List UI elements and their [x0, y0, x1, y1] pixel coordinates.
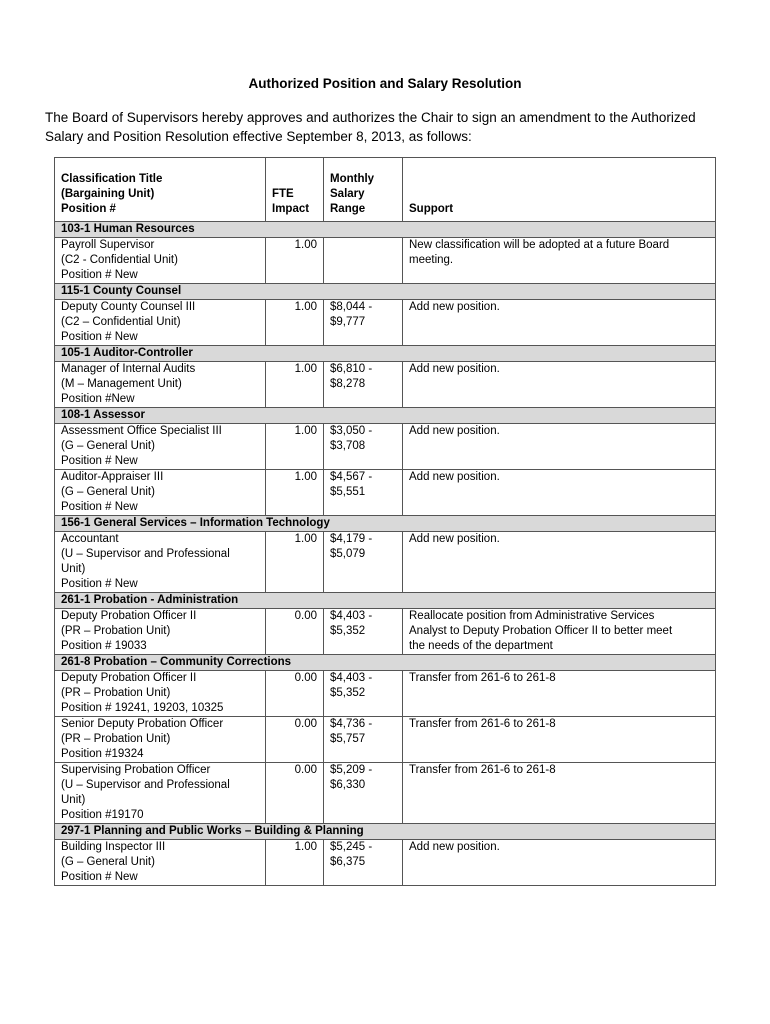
section-header-row — [55, 284, 716, 300]
support-line: Transfer from 261-6 to 261-8 — [409, 718, 556, 730]
classification-line: Deputy County Counsel III — [61, 301, 196, 313]
salary-cell — [324, 609, 403, 655]
fte-cell: 1.00 — [266, 532, 324, 593]
salary-line: $6,375 — [330, 856, 366, 868]
salary-line: $5,245 - — [330, 841, 373, 853]
support-line: Add new position. — [409, 471, 500, 483]
support-cell — [403, 238, 716, 284]
header-line: Position # — [61, 203, 116, 215]
classification-cell — [55, 671, 266, 717]
classification-line: (PR – Probation Unit) — [61, 733, 171, 745]
classification-cell — [55, 300, 266, 346]
classification-line: Position # New — [61, 269, 138, 281]
support-cell — [403, 840, 716, 886]
section-title: 297-1 Planning and Public Works – Building & Planning — [55, 824, 716, 840]
section-title: 108-1 Assessor — [55, 408, 716, 424]
support-cell — [403, 470, 716, 516]
classification-line: (C2 – Confidential Unit) — [61, 316, 181, 328]
classification-line: Position #New — [61, 393, 135, 405]
section-header-row — [55, 655, 716, 671]
header-support — [403, 158, 716, 222]
section-header-row — [55, 593, 716, 609]
header-line: FTE — [272, 188, 294, 200]
classification-line: (G – General Unit) — [61, 856, 155, 868]
header-line: (Bargaining Unit) — [61, 188, 155, 200]
section-header-row — [55, 346, 716, 362]
classification-line: Position # New — [61, 455, 138, 467]
salary-line: $5,079 — [330, 548, 366, 560]
position-row — [55, 470, 716, 516]
position-salary-table — [54, 157, 716, 886]
classification-cell — [55, 840, 266, 886]
salary-cell — [324, 470, 403, 516]
classification-line: Senior Deputy Probation Officer — [61, 718, 224, 730]
support-cell — [403, 300, 716, 346]
section-title: 261-1 Probation - Administration — [55, 593, 716, 609]
support-line: Transfer from 261-6 to 261-8 — [409, 764, 556, 776]
salary-line: $4,736 - — [330, 718, 373, 730]
salary-line: $9,777 — [330, 316, 366, 328]
support-cell — [403, 424, 716, 470]
support-line: New classification will be adopted at a future Board — [409, 239, 670, 251]
support-cell — [403, 717, 716, 763]
header-salary — [324, 158, 403, 222]
support-line: Add new position. — [409, 533, 500, 545]
support-line: Add new position. — [409, 841, 500, 853]
classification-cell — [55, 609, 266, 655]
section-title: 103-1 Human Resources — [55, 222, 716, 238]
classification-cell — [55, 470, 266, 516]
salary-cell — [324, 840, 403, 886]
section-header-row — [55, 222, 716, 238]
fte-cell: 1.00 — [266, 424, 324, 470]
classification-line: Building Inspector III — [61, 841, 166, 853]
position-row — [55, 717, 716, 763]
support-cell — [403, 609, 716, 655]
classification-line: Assessment Office Specialist III — [61, 425, 222, 437]
fte-cell: 0.00 — [266, 763, 324, 824]
salary-line: $5,757 — [330, 733, 366, 745]
salary-cell — [324, 424, 403, 470]
fte-cell: 1.00 — [266, 840, 324, 886]
classification-line: Deputy Probation Officer II — [61, 672, 197, 684]
header-line: Monthly — [330, 173, 375, 185]
header-line: Range — [330, 203, 366, 215]
salary-line: $5,352 — [330, 687, 366, 699]
section-title: 156-1 General Services – Information Technology — [55, 516, 716, 532]
classification-line: (U – Supervisor and Professional — [61, 779, 230, 791]
classification-line: Position # New — [61, 578, 138, 590]
support-line: Add new position. — [409, 425, 500, 437]
support-line: Analyst to Deputy Probation Officer II to better meet — [409, 625, 673, 637]
classification-line: (C2 - Confidential Unit) — [61, 254, 178, 266]
classification-line: Position # New — [61, 331, 138, 343]
position-row — [55, 424, 716, 470]
classification-line: (G – General Unit) — [61, 486, 155, 498]
section-title: 261-8 Probation – Community Corrections — [55, 655, 716, 671]
classification-line: Deputy Probation Officer II — [61, 610, 197, 622]
fte-cell: 0.00 — [266, 671, 324, 717]
classification-line: (G – General Unit) — [61, 440, 155, 452]
salary-cell — [324, 532, 403, 593]
position-row — [55, 840, 716, 886]
fte-cell: 1.00 — [266, 238, 324, 284]
section-header-row — [55, 824, 716, 840]
support-line: Add new position. — [409, 363, 500, 375]
salary-cell — [324, 763, 403, 824]
section-title: 105-1 Auditor-Controller — [55, 346, 716, 362]
salary-line: $8,278 — [330, 378, 366, 390]
header-line: Impact — [272, 203, 310, 215]
salary-line: $4,403 - — [330, 672, 373, 684]
fte-cell: 0.00 — [266, 717, 324, 763]
position-row — [55, 763, 716, 824]
fte-cell: 1.00 — [266, 300, 324, 346]
position-row — [55, 671, 716, 717]
classification-line: (PR – Probation Unit) — [61, 625, 171, 637]
salary-line: $3,050 - — [330, 425, 373, 437]
classification-cell — [55, 238, 266, 284]
position-row — [55, 532, 716, 593]
classification-cell — [55, 532, 266, 593]
classification-line: Payroll Supervisor — [61, 239, 155, 251]
classification-line: Position # 19033 — [61, 640, 147, 652]
classification-line: Position # 19241, 19203, 10325 — [61, 702, 224, 714]
header-line: Salary — [330, 188, 365, 200]
support-cell — [403, 671, 716, 717]
classification-cell — [55, 424, 266, 470]
support-line: Transfer from 261-6 to 261-8 — [409, 672, 556, 684]
classification-line: Position # New — [61, 501, 138, 513]
classification-line: Unit) — [61, 794, 86, 806]
classification-line: Position #19170 — [61, 809, 144, 821]
position-row — [55, 300, 716, 346]
salary-line: $4,403 - — [330, 610, 373, 622]
header-line: Support — [409, 203, 454, 215]
header-classification — [55, 158, 266, 222]
support-cell — [403, 763, 716, 824]
salary-line: $8,044 - — [330, 301, 373, 313]
salary-line: $4,567 - — [330, 471, 373, 483]
salary-line: $4,179 - — [330, 533, 373, 545]
classification-line: Position # New — [61, 871, 138, 883]
position-row — [55, 362, 716, 408]
support-cell — [403, 362, 716, 408]
salary-cell — [324, 300, 403, 346]
salary-line: $5,209 - — [330, 764, 373, 776]
salary-line: $5,352 — [330, 625, 366, 637]
classification-cell — [55, 763, 266, 824]
salary-line: $5,551 — [330, 486, 366, 498]
section-header-row — [55, 516, 716, 532]
position-row — [55, 609, 716, 655]
position-row — [55, 238, 716, 284]
section-title: 115-1 County Counsel — [55, 284, 716, 300]
support-line: the needs of the department — [409, 640, 553, 652]
salary-cell — [324, 362, 403, 408]
support-line: Add new position. — [409, 301, 500, 313]
classification-line: Auditor-Appraiser III — [61, 471, 164, 483]
salary-line: $6,810 - — [330, 363, 373, 375]
salary-line: $6,330 — [330, 779, 366, 791]
section-header-row — [55, 408, 716, 424]
support-line: Reallocate position from Administrative Services — [409, 610, 655, 622]
classification-cell — [55, 362, 266, 408]
intro-paragraph: The Board of Supervisors hereby approves and authorizes the Chair to sign an amendment to the Authorized Salary and Position Resolution effective September 8, 2013, as follows: — [45, 110, 696, 144]
table-body — [55, 222, 716, 886]
classification-cell — [55, 717, 266, 763]
fte-cell: 1.00 — [266, 470, 324, 516]
classification-line: Position #19324 — [61, 748, 144, 760]
support-line: meeting. — [409, 254, 454, 266]
table-header-row — [55, 158, 716, 222]
fte-cell: 0.00 — [266, 609, 324, 655]
classification-line: (U – Supervisor and Professional — [61, 548, 230, 560]
classification-line: Supervising Probation Officer — [61, 764, 211, 776]
classification-line: (M – Management Unit) — [61, 378, 182, 390]
salary-cell — [324, 238, 403, 284]
classification-line: Manager of Internal Audits — [61, 363, 196, 375]
classification-line: Accountant — [61, 533, 119, 545]
classification-line: Unit) — [61, 563, 86, 575]
classification-line: (PR – Probation Unit) — [61, 687, 171, 699]
header-fte — [266, 158, 324, 222]
document-title: Authorized Position and Salary Resolution — [248, 76, 522, 91]
salary-line: $3,708 — [330, 440, 366, 452]
support-cell — [403, 532, 716, 593]
salary-cell — [324, 717, 403, 763]
salary-cell — [324, 671, 403, 717]
header-line: Classification Title — [61, 173, 163, 185]
fte-cell: 1.00 — [266, 362, 324, 408]
